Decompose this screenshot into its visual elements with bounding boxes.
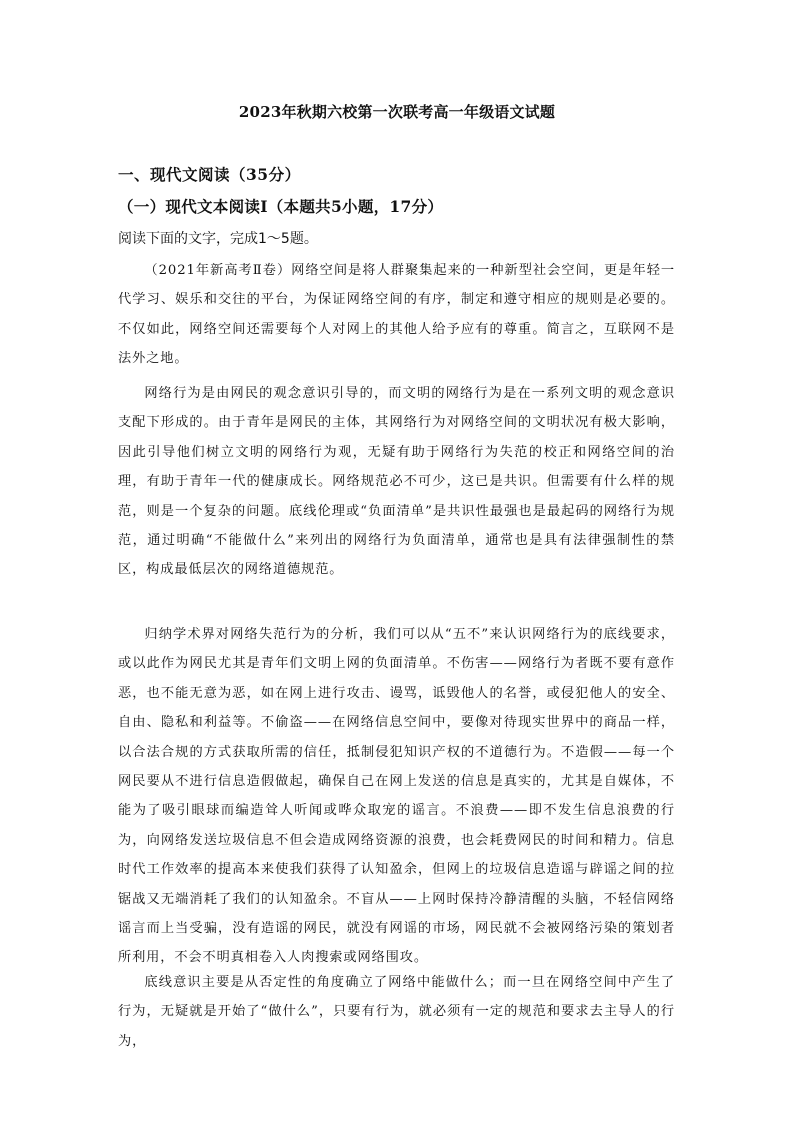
body-paragraph: 归纳学术界对网络失范行为的分析，我们可以从“五不”来认识网络行为的底线要求，或以此作为网民尤其是青年们文明上网的负面清单。不伤害——网络行为者既不要有意作恶，也不能无意为恶，如在网上进行攻击、谩骂，诋毁他人的名誉，或侵犯他人的安全、自由、隐私和利益等。不偷盗——在网络信息空间中，要像对待现实世界中的商品一样，以合法合规的方式获取所需的信任，抵制侵犯知识产权的不道德行为。不造假——每一个网民要从不进行信息造假做起，确保自己在网上发送的信息是真实的，尤其是自媒体，不能为了吸引眼球而编造耸人听闻或哗众取宠的谣言。不浪费——即不发生信息浪费的行为，向网络发送垃圾信息不但会造成网络资源的浪费，也会耗费网民的时间和精力。信息时代工作效率的提高本来使我们获得了认知盈余，但网上的垃圾信息造谣与辟谣之间的拉锯战又无端消耗了我们的认知盈余。不盲从——上网时保持冷静清醒的头脑，不轻信网络谣言而上当受骗，没有造谣的网民，就没有网谣的市场，网民就不会被网络污染的策划者所利用，不会不明真相卷入人肉搜索或网络围攻。: [118, 627, 675, 966]
body-paragraph: （2021年新高考Ⅱ卷）网络空间是将人群聚集起来的一种新型社会空间，更是年轻一代学习、娱乐和交往的平台，为保证网络空间的有序，制定和遵守相应的规则是必要的。不仅如此，网络空间还需要每个人对网上的其他人给予应有的尊重。简言之，互联网不是法外之地。: [118, 263, 675, 367]
body-paragraph: 底线意识主要是从否定性的角度确立了网络中能做什么；而一旦在网络空间中产生了行为，无疑就是开始了“做什么”，只要有行为，就必须有一定的规范和要求去主导人的行为，: [118, 975, 675, 1049]
section-heading: 一、现代文阅读（35分）: [118, 165, 301, 184]
sub-heading: （一）现代文本阅读Ⅰ（本题共5小题，17分）: [118, 197, 444, 216]
document-title: 2023年秋期六校第一次联考高一年级语文试题: [238, 103, 556, 121]
reading-instruction: 阅读下面的文字，完成1～5题。: [118, 231, 318, 247]
body-paragraph: 网络行为是由网民的观念意识引导的，而文明的网络行为是在一系列文明的观念意识支配下形成的。由于青年是网民的主体，其网络行为对网络空间的文明状况有极大影响，因此引导他们树立文明的网络行为观，无疑有助于网络行为失范的校正和网络空间的治理，有助于青年一代的健康成长。网络规范必不可少，这已是共识。但需要有什么样的规范，则是一个复杂的问题。底线伦理或“负面清单”是共识性最强也是最起码的网络行为规范，通过明确“不能做什么”来列出的网络行为负面清单，通常也是具有法律强制性的禁区，构成最低层次的网络道德规范。: [118, 386, 675, 578]
